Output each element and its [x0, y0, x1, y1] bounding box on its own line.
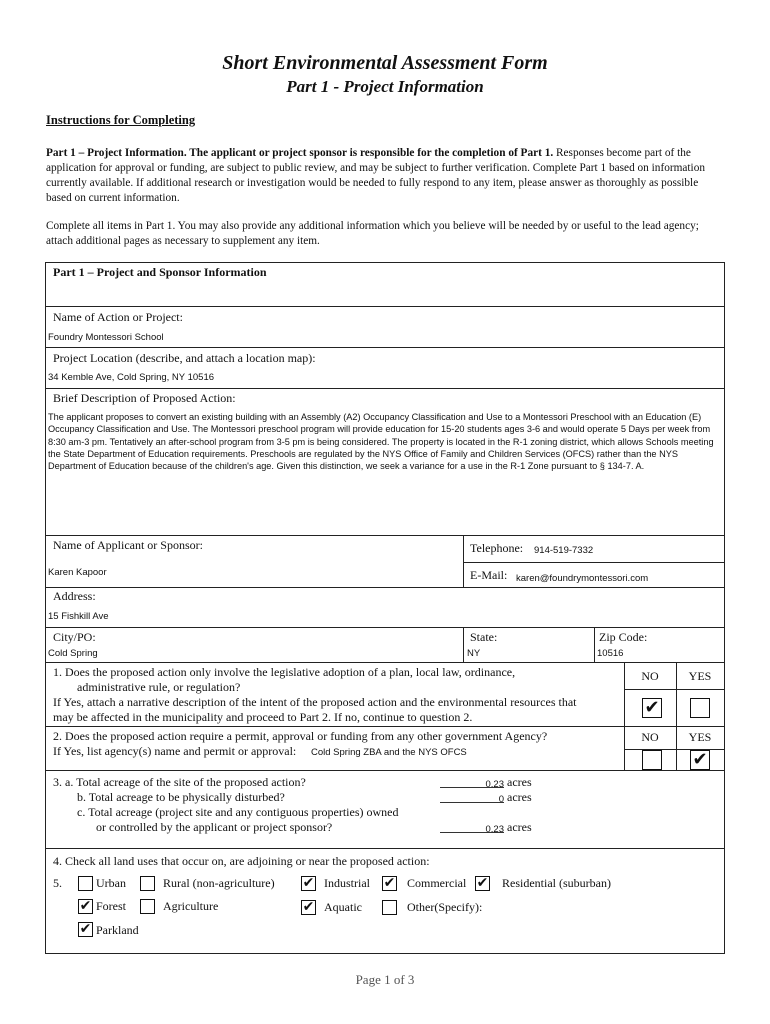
instructions-heading: Instructions for Completing — [46, 113, 196, 127]
q3b-acres: acres — [507, 790, 532, 804]
q3c-label-line2: or controlled by the applicant or project sponsor? — [96, 820, 333, 834]
q1-yes-label: YES — [688, 669, 712, 683]
form-subtitle: Part 1 - Project Information — [286, 77, 484, 96]
city-field[interactable]: Cold Spring — [48, 648, 98, 659]
q5-label: 5. — [53, 876, 62, 890]
project-name-field[interactable]: Foundry Montessori School — [48, 332, 164, 343]
parkland-label: Parkland — [96, 923, 139, 937]
q1-no-checkbox[interactable]: ✔ — [642, 698, 662, 718]
project-location-label: Project Location (describe, and attach a location map): — [53, 351, 316, 365]
aquatic-label: Aquatic — [324, 900, 362, 914]
q3a-value: 0.23 — [485, 779, 504, 790]
q1-text-line4: may be affected in the municipality and proceed to Part 2. If no, continue to question 2. — [53, 710, 473, 724]
q3a-acres: acres — [507, 775, 532, 789]
agriculture-label: Agriculture — [163, 899, 219, 913]
urban-checkbox[interactable] — [78, 876, 93, 891]
project-name-label: Name of Action or Project: — [53, 310, 183, 324]
q2-agency-field[interactable]: Cold Spring ZBA and the NYS OFCS — [311, 747, 467, 758]
industrial-label: Industrial — [324, 876, 370, 890]
residential-checkbox[interactable]: ✔ — [476, 875, 489, 891]
q2-no-checkbox[interactable] — [642, 750, 662, 770]
urban-label: Urban — [96, 876, 126, 890]
industrial-checkbox[interactable]: ✔ — [302, 875, 315, 891]
other-checkbox[interactable] — [382, 900, 397, 915]
description-field[interactable]: The applicant proposes to convert an existing building with an Assembly (A2) Occupancy Classification and Use to a Montessori Preschool with an Education (E) Occupancy Classification and Use. The Montessori preschool program will provide education for 15-20 students ages 3-6 and would operate 5 Days per week from 8:30 am-3 pm. Tentatively an after-school program from 3-5 pm is being considered. The property is located in the R-1 zoning district, which allows Schools meeting the State Department of Education requirements. Preschools are regulated by the NYS Office of Family and Children Services (OFCS) rather than the NYS Department of Education because of the children's age. Given this distinction, we seek a variance for a use in the R-1 Zone pursuant to § 134-7. A. — [48, 412, 714, 472]
agriculture-checkbox[interactable] — [140, 899, 155, 914]
q1-no-label: NO — [641, 669, 659, 683]
residential-label: Residential (suburban) — [502, 876, 611, 890]
q2-text-line1: 2. Does the proposed action require a permit, approval or funding from any other government Agency? — [53, 729, 548, 743]
state-field[interactable]: NY — [467, 648, 481, 659]
q1-text-line1: 1. Does the proposed action only involve the legislative adoption of a plan, local law, ordinance, — [53, 665, 516, 679]
email-label: E-Mail: — [470, 568, 508, 582]
q4-label: 4. Check all land uses that occur on, are adjoining or near the proposed action: — [53, 854, 430, 868]
description-label: Brief Description of Proposed Action: — [53, 391, 236, 405]
aquatic-checkbox[interactable]: ✔ — [302, 899, 315, 915]
q1-text-line3: If Yes, attach a narrative description of the intent of the proposed action and the environmental resources that — [53, 695, 577, 709]
instructions-p1-text: Responses become part of the application for approval or funding, are subject to public review, and may be subject to further verification. Complete Part 1 based on information currently available. If additional research or investigation would be needed to fully respond to any item, please answer as thoroughly as possible based on current information. — [46, 147, 705, 204]
zip-label: Zip Code: — [599, 630, 648, 644]
city-label: City/PO: — [53, 630, 96, 644]
telephone-field[interactable]: 914-519-7332 — [534, 545, 594, 556]
q1-yes-checkbox[interactable] — [690, 698, 710, 718]
parkland-checkbox[interactable]: ✔ — [79, 921, 92, 937]
instructions-p1-bold: Part 1 – Project Information. The applicant or project sponsor is responsible for the completion of Part 1. — [46, 147, 554, 159]
q3a-field[interactable] — [440, 774, 504, 788]
q2-yes-label: YES — [688, 730, 712, 744]
other-label: Other(Specify): — [407, 900, 483, 914]
rural-label: Rural (non-agriculture) — [163, 876, 275, 890]
commercial-label: Commercial — [407, 876, 467, 890]
telephone-label: Telephone: — [470, 541, 524, 555]
instructions-paragraph-2: Complete all items in Part 1. You may also provide any additional information which you believe will be needed by or useful to the lead agency; attach additional pages as necessary to supplement any item. — [46, 220, 699, 247]
address-field[interactable]: 15 Fishkill Ave — [48, 611, 109, 622]
email-field[interactable]: karen@foundrymontessori.com — [516, 573, 649, 584]
zip-field[interactable]: 10516 — [597, 648, 624, 659]
q3c-label-line1: c. Total acreage (project site and any contiguous properties) owned — [77, 805, 399, 819]
q3b-value: 0 — [498, 794, 504, 805]
q3b-label: b. Total acreage to be physically disturbed? — [77, 790, 285, 804]
forest-checkbox[interactable]: ✔ — [79, 898, 92, 914]
q2-yes-checkbox[interactable]: ✔ — [690, 750, 710, 770]
section-title: Part 1 – Project and Sponsor Information — [53, 265, 267, 279]
forest-label: Forest — [96, 899, 126, 913]
q3c-field[interactable] — [440, 819, 504, 833]
state-label: State: — [470, 630, 498, 644]
applicant-field[interactable]: Karen Kapoor — [48, 567, 107, 578]
form-title: Short Environmental Assessment Form — [222, 52, 548, 74]
q3a-label: 3. a. Total acreage of the site of the proposed action? — [53, 775, 306, 789]
project-location-field[interactable]: 34 Kemble Ave, Cold Spring, NY 10516 — [48, 372, 215, 383]
address-label: Address: — [53, 589, 96, 603]
applicant-label: Name of Applicant or Sponsor: — [53, 538, 203, 552]
page-number: Page 1 of 3 — [355, 972, 415, 987]
q3c-acres: acres — [507, 820, 532, 834]
rural-checkbox[interactable] — [140, 876, 155, 891]
q2-no-label: NO — [641, 730, 659, 744]
q1-text-line2: administrative rule, or regulation? — [77, 680, 241, 694]
instructions-paragraph-1 — [46, 146, 726, 206]
q2-text-line2: If Yes, list agency(s) name and permit or approval: — [53, 744, 297, 758]
q3c-value: 0.23 — [485, 824, 504, 835]
q3b-field[interactable] — [440, 789, 504, 803]
commercial-checkbox[interactable]: ✔ — [383, 875, 396, 891]
